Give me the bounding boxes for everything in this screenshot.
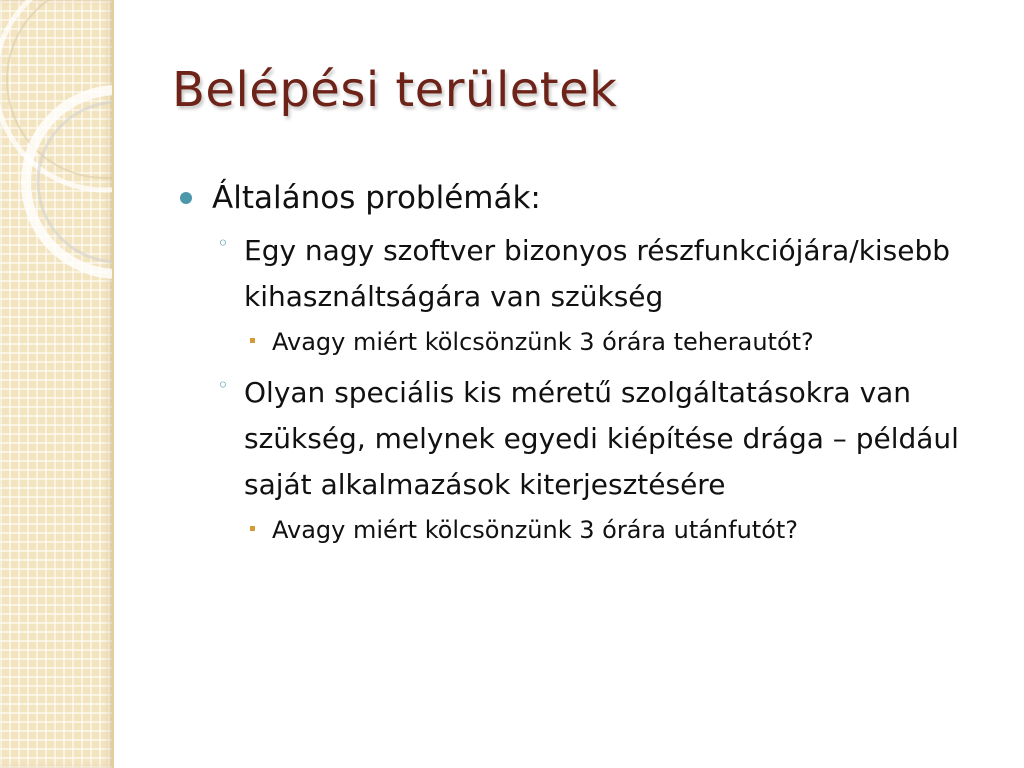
decorative-sidebar <box>0 0 112 768</box>
filled-circle-bullet-icon <box>180 192 192 204</box>
decorative-circles <box>0 0 112 768</box>
bullet-level3 <box>180 324 995 360</box>
bullet-level2 <box>180 370 995 508</box>
bullet-level1 <box>180 176 995 220</box>
bullet-text: Avagy miért kölcsönzünk 3 órára utánfutót? <box>272 516 799 544</box>
bullet-text: Olyan speciális kis méretű szolgáltatásokra van szükség, melynek egyedi kiépítése drága – például saját alkalmazások kiterjesztésére <box>244 376 959 501</box>
hollow-circle-bullet-icon: ◦ <box>217 373 229 397</box>
bullet-level3 <box>180 512 995 548</box>
slide-title: Belépési területek <box>172 62 618 118</box>
slide-body <box>180 176 995 558</box>
bullet-text: Avagy miért kölcsönzünk 3 órára teherautót? <box>272 328 814 356</box>
bullet-text: Egy nagy szoftver bizonyos részfunkciójára/kisebb kihasználtságára van szükség <box>244 234 951 313</box>
small-square-bullet-icon <box>250 338 255 343</box>
bullet-level2 <box>180 228 995 320</box>
small-square-bullet-icon <box>250 526 255 531</box>
bullet-text: Általános problémák: <box>212 180 541 216</box>
hollow-circle-bullet-icon: ◦ <box>217 231 229 255</box>
sidebar-edge <box>112 0 114 768</box>
